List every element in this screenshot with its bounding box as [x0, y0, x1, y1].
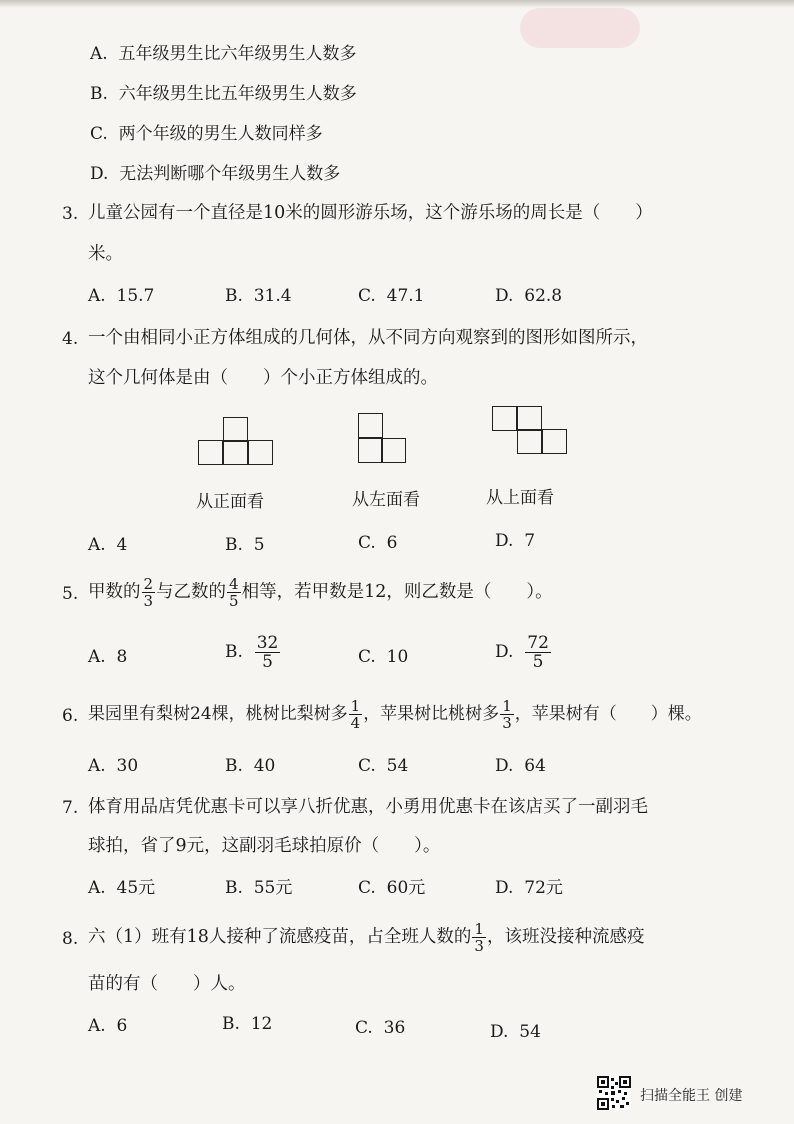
q4-number: 4. — [62, 329, 79, 349]
front-view-cube — [248, 440, 273, 465]
q8-text-line2: 苗的有（ ）人。 — [88, 974, 246, 994]
q6-number: 6. — [62, 706, 79, 726]
q4-option-a: A. 4 — [88, 535, 128, 555]
q2-option-a: A. 五年级男生比六年级男生人数多 — [90, 44, 357, 64]
q6-text: 果园里有梨树24棵，桃树比梨树多 $\frac{1}{4}$ ，苹果树比桃树多 $\frac{1}{3}$ ，苹果树有（ ）棵。 — [88, 696, 702, 732]
top-view-cube — [517, 406, 542, 431]
q6-option-a: A. 30 — [88, 756, 139, 776]
q7-option-b: B. 55元 — [225, 878, 293, 898]
fraction-two-thirds: $\frac{2}{3}$ — [143, 574, 154, 610]
q4-text-line2: 这个几何体是由（ ）个小正方体组成的。 — [88, 368, 438, 388]
q8-option-c: C. 36 — [355, 1018, 406, 1038]
q3-option-d: D. 62.8 — [495, 286, 563, 306]
q5-text: 甲数的 $\frac{2}{3}$ 与乙数的 $\frac{4}{5}$ 相等，若甲数是12，则乙数是（ ）。 — [88, 574, 553, 610]
top-view-cube — [542, 429, 567, 454]
q6-option-d: D. 64 — [495, 756, 546, 776]
q4-option-c: C. 6 — [358, 533, 398, 553]
left-view-figure — [358, 413, 408, 467]
q2-option-c: C. 两个年级的男生人数同样多 — [90, 124, 323, 144]
left-view-cube — [381, 438, 406, 463]
q8-option-b: B. 12 — [222, 1014, 273, 1034]
q7-option-a: A. 45元 — [88, 878, 156, 898]
scan-top-edge — [0, 0, 794, 8]
top-view-cube — [492, 406, 517, 431]
fraction-one-third: $\frac{1}{3}$ — [502, 696, 512, 732]
q8-option-d: D. 54 — [490, 1022, 541, 1042]
q3-option-b: B. 31.4 — [225, 286, 292, 306]
left-view-cube — [358, 438, 383, 463]
q5-option-a: A. 8 — [88, 647, 128, 667]
scan-smudge — [520, 8, 640, 48]
front-view-cube — [198, 440, 223, 465]
top-view-figure — [492, 406, 570, 456]
scanner-watermark: 扫描全能王 创建 — [640, 1088, 743, 1104]
fraction-one-quarter: $\frac{1}{4}$ — [350, 696, 361, 732]
q2-option-d: D. 无法判断哪个年级男生人数多 — [90, 164, 341, 184]
q3-option-a: A. 15.7 — [88, 286, 155, 306]
q6-option-c: C. 54 — [358, 756, 409, 776]
q4-option-b: B. 5 — [225, 535, 265, 555]
q8-option-a: A. 6 — [88, 1016, 128, 1036]
q7-option-c: C. 60元 — [358, 878, 426, 898]
q2-option-b: B. 六年级男生比五年级男生人数多 — [90, 84, 357, 104]
left-view-cube — [358, 413, 383, 438]
q3-text-line1: 儿童公园有一个直径是10米的圆形游乐场，这个游乐场的周长是（ ） — [88, 203, 653, 223]
fraction-one-third: $\frac{1}{3}$ — [474, 919, 484, 955]
q8-text-line1: 六（1）班有18人接种了流感疫苗，占全班人数的 $\frac{1}{3}$ ，该班没接种流感疫 — [88, 919, 645, 955]
q5-option-b: B. $\frac{32}{5}$ — [225, 632, 279, 672]
q4-option-d: D. 7 — [495, 531, 536, 551]
front-view-cube — [223, 417, 248, 442]
top-view-cube — [517, 429, 542, 454]
q5-option-d: D. $\frac{72}{5}$ — [495, 632, 549, 672]
front-view-cube — [223, 440, 248, 465]
top-view-label: 从上面看 — [486, 488, 554, 508]
q7-text-line1: 体育用品店凭优惠卡可以享八折优惠，小勇用优惠卡在该店买了一副羽毛 — [88, 797, 648, 817]
qr-code-icon — [597, 1076, 631, 1110]
q3-number: 3. — [62, 204, 79, 224]
q3-text-line2: 米。 — [88, 244, 123, 264]
left-view-label: 从左面看 — [352, 490, 420, 510]
q8-number: 8. — [62, 929, 79, 949]
q7-option-d: D. 72元 — [495, 878, 563, 898]
front-view-label: 从正面看 — [196, 492, 264, 512]
q5-option-c: C. 10 — [358, 647, 409, 667]
q5-number: 5. — [62, 584, 79, 604]
q7-text-line2: 球拍，省了9元，这副羽毛球拍原价（ ）。 — [88, 836, 441, 856]
front-view-figure — [198, 417, 276, 467]
q7-number: 7. — [62, 798, 79, 818]
q4-text-line1: 一个由相同小正方体组成的几何体，从不同方向观察到的图形如图所示， — [88, 328, 648, 348]
fraction-four-fifths: $\frac{4}{5}$ — [229, 574, 239, 610]
q6-option-b: B. 40 — [225, 756, 276, 776]
q3-option-c: C. 47.1 — [358, 286, 425, 306]
